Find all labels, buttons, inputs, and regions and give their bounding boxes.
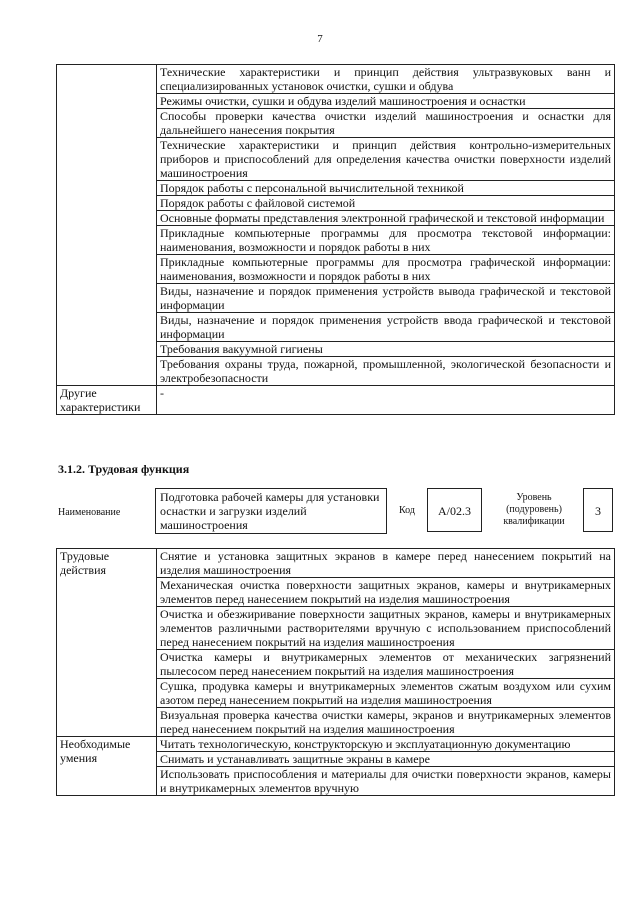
row-label-other: Другие характеристики	[57, 386, 157, 415]
code-label: Код	[399, 505, 415, 516]
table-cell: Технические характеристики и принцип действия контрольно-измерительных приборов и приспособлений для определения качества очистки поверхности изделий машиностроения	[157, 138, 615, 181]
table-cell: Прикладные компьютерные программы для просмотра графической информации: наименования, возможности и порядок работы в них	[157, 255, 615, 284]
knowledge-table	[56, 64, 615, 415]
table-cell: Технические характеристики и принцип действия ультразвуковых ванн и специализированных установок очистки, сушки и обдува	[157, 65, 615, 94]
table-cell: Способы проверки качества очистки изделий машиностроения и оснастки для дальнейшего нанесения покрытия	[157, 109, 615, 138]
table-cell: -	[157, 386, 615, 415]
table-cell: Прикладные компьютерные программы для просмотра текстовой информации: наименования, возможности и порядок работы в них	[157, 226, 615, 255]
row-label-actions: Трудовые действия	[57, 549, 157, 737]
labor-actions-table	[56, 548, 615, 796]
table-cell: Очистка и обезжиривание поверхности защитных экранов, камеры и внутрикамерных элементов различными растворителями вручную с использованием приспособлений перед нанесением покрытий на изделия машиностроения	[157, 607, 615, 650]
level-value-box: 3	[583, 488, 613, 532]
table-row	[57, 549, 615, 578]
table-cell: Требования охраны труда, пожарной, промышленной, экологической безопасности и электробезопасности	[157, 357, 615, 386]
level-label: Уровень (подуровень) квалификации	[503, 492, 565, 527]
table-row	[57, 386, 615, 415]
function-name-box: Подготовка рабочей камеры для установки оснастки и загрузки изделий машиностроения	[155, 488, 387, 534]
table-cell: Основные форматы представления электронной графической и текстовой информации	[157, 211, 615, 226]
table-row	[57, 65, 615, 94]
section-title: 3.1.2. Трудовая функция	[58, 462, 190, 476]
page-number: 7	[317, 33, 323, 45]
table-row	[57, 737, 615, 752]
table-cell: Режимы очистки, сушки и обдува изделий машиностроения и оснастки	[157, 94, 615, 109]
function-code-box: A/02.3	[427, 488, 482, 532]
table-cell: Очистка камеры и внутрикамерных элементов от механических загрязнений пылесосом перед нанесением покрытий на изделия машиностроения	[157, 650, 615, 679]
name-label: Наименование	[58, 507, 121, 518]
table-cell: Требования вакуумной гигиены	[157, 342, 615, 357]
table-cell: Использовать приспособления и материалы для очистки поверхности экранов, камеры и внутрикамерных элементов вручную	[157, 767, 615, 796]
table-cell: Механическая очистка поверхности защитных экранов, камеры и внутрикамерных элементов перед нанесением покрытий на изделия машиностроения	[157, 578, 615, 607]
row-label-skills: Необходимые умения	[57, 737, 157, 796]
table-cell: Визуальная проверка качества очистки камеры, экранов и внутрикамерных элементов перед нанесением покрытий на изделия машиностроения	[157, 708, 615, 737]
table-cell: Снятие и установка защитных экранов в камере перед нанесением покрытий на изделия машиностроения	[157, 549, 615, 578]
table-cell: Виды, назначение и порядок применения устройств вывода графической и текстовой информации	[157, 284, 615, 313]
table-cell: Сушка, продувка камеры и внутрикамерных элементов сжатым воздухом или сухим азотом перед нанесением покрытий на изделия машиностроения	[157, 679, 615, 708]
table-cell: Снимать и устанавливать защитные экраны в камере	[157, 752, 615, 767]
table-cell: Порядок работы с персональной вычислительной техникой	[157, 181, 615, 196]
row-label	[57, 65, 157, 386]
table-cell: Порядок работы с файловой системой	[157, 196, 615, 211]
table-cell: Читать технологическую, конструкторскую и эксплуатационную документацию	[157, 737, 615, 752]
table-cell: Виды, назначение и порядок применения устройств ввода графической и текстовой информации	[157, 313, 615, 342]
